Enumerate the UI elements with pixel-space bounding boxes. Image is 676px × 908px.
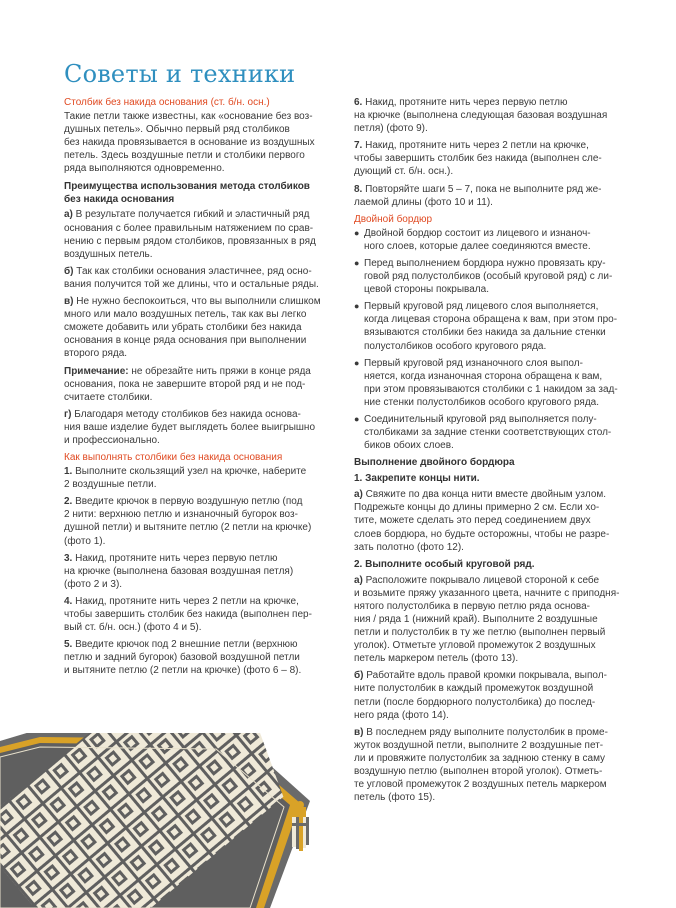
bullet-icon: ● bbox=[354, 301, 360, 312]
advantage-a bbox=[64, 208, 336, 260]
step-3 bbox=[64, 552, 336, 591]
step2-b bbox=[354, 669, 622, 721]
label-b: б) bbox=[64, 265, 74, 277]
advantages-heading: Преимущества использования метода столбиков без накида основания bbox=[64, 181, 310, 206]
step2-v bbox=[354, 726, 622, 805]
intro-paragraph: Такие петли также известны, как «основание без воз- душных петель». Обычно первый ряд столбиков без накида провязывается в основание из воздушных петель. Здесь воздушные петли и столбики первого ряда выполняются одновременно. bbox=[64, 111, 315, 175]
advantage-v bbox=[64, 295, 336, 360]
label-b: б) bbox=[354, 670, 364, 682]
right-column bbox=[354, 96, 622, 808]
step-5 bbox=[64, 638, 336, 677]
bullet-icon: ● bbox=[354, 257, 360, 268]
step-text: Повторяйте шаги 5 – 7, пока не выполните ряд же- лаемой длины (фото 10 и 11). bbox=[354, 183, 602, 208]
step-8 bbox=[354, 183, 622, 209]
note-label: Примечание: bbox=[64, 365, 129, 377]
section-heading-foundation-sc: Столбик без накида основания (ст. б/н. осн.) bbox=[64, 97, 270, 108]
step2-a bbox=[354, 574, 622, 666]
bullet-icon: ● bbox=[354, 227, 360, 238]
step-text: Выполните скользящий узел на крючке, наберите 2 воздушные петли. bbox=[64, 466, 307, 491]
bullet-text: Соединительный круговой ряд выполняется полу- столбиками за задние стенки соответствующих стол- биков обоих слоев. bbox=[364, 413, 612, 452]
label-a: а) bbox=[354, 574, 363, 586]
step-number: 7. bbox=[354, 140, 363, 152]
step-number: 5. bbox=[64, 639, 73, 651]
step2-heading: 2. Выполните особый круговой ряд. bbox=[354, 558, 535, 570]
step-number: 4. bbox=[64, 595, 73, 607]
advantage-g bbox=[64, 408, 336, 447]
step-number: 1. bbox=[64, 466, 73, 478]
execution-heading: Выполнение двойного бордюра bbox=[354, 457, 515, 469]
step-number: 8. bbox=[354, 183, 363, 195]
step-1 bbox=[64, 465, 336, 491]
text-a: В результате получается гибкий и эластичный ряд основания с более правильным натяжением по срав- нению с первым рядом столбиков, провязанных в ряд воздушных петель. bbox=[64, 209, 316, 260]
text-a: Свяжите по два конца нити вместе двойным узлом. Подрежьте концы до длины примерно 2 см. Если хо- тите, можете сделать это перед соединением двух слоев бордюра, но будьте осторожны, чтобы не разре- зать полотно (фото 12). bbox=[354, 489, 610, 553]
double-border-heading: Двойной бордюр bbox=[354, 213, 433, 225]
label-a: а) bbox=[64, 209, 73, 221]
bullet-item bbox=[354, 227, 622, 253]
step-text: Накид, протяните нить через 2 петли на крючке, чтобы завершить столбик без накида (выполнен пер- вый ст. б/н. осн.) (фото 4 и 5). bbox=[64, 595, 312, 634]
bullet-text: Первый круговой ряд изнаночного слоя выпол- няется, когда изнаночная сторона обращена к вам, при этом провязываются столбики с 1 накидом за зад- ние стенки полустолбиков особого кругового ряда. bbox=[364, 357, 618, 408]
note bbox=[64, 365, 336, 404]
blanket-illustration bbox=[0, 733, 354, 908]
bullet-text: Перед выполнением бордюра нужно провязать кру- говой ряд полустолбиков (особый круговой ряд) с ли- цевой стороны покрывала. bbox=[364, 257, 613, 296]
text-g: Благодаря методу столбиков без накида основа- ния ваше изделие будет выглядеть более выигрышно и профессионально. bbox=[64, 408, 316, 446]
step-number: 3. bbox=[64, 552, 73, 564]
step-7 bbox=[354, 139, 622, 178]
bullet-item bbox=[354, 257, 622, 296]
left-column bbox=[64, 96, 336, 681]
label-v: в) bbox=[354, 726, 364, 738]
step-4 bbox=[64, 595, 336, 634]
label-g: г) bbox=[64, 408, 72, 420]
bullet-item bbox=[354, 300, 622, 352]
label-a: а) bbox=[354, 489, 363, 501]
step-6 bbox=[354, 96, 622, 135]
step-number: 6. bbox=[354, 97, 363, 108]
step-text: Накид, протяните нить через первую петлю на крючке (выполнена следующая базовая воздушная петля) (фото 9). bbox=[354, 97, 608, 135]
bullet-icon: ● bbox=[354, 413, 360, 424]
bullet-item bbox=[354, 413, 622, 452]
text-v: В последнем ряду выполните полустолбик в проме- жуток воздушной петли, выполните 2 воздушные пет- ли и провяжите полустолбик за заднюю стенку в саму воздушную петлю (выполнен второй уголок). Отметь- те угловой промежуток 2 воздушных петель маркером петель (фото 15). bbox=[354, 726, 608, 804]
page-title: Советы и техники bbox=[64, 60, 296, 88]
label-v: в) bbox=[64, 296, 74, 308]
step-text: Введите крючок под 2 внешние петли (верхнюю петлю и задний бугорок) базовой воздушной петли и вытяните петлю (2 петли на крючке) (фото 6 – 8). bbox=[64, 639, 302, 677]
text-v: Не нужно беспокоиться, что вы выполнили слишком много или мало воздушных петель, так как вы легко сможете добавить или убрать столбики без накида основания в конце ряда основания при выполнении второго ряда. bbox=[64, 296, 321, 360]
step-text: Введите крючок в первую воздушную петлю (под 2 нити: верхнюю петлю и изнаночный бугорок воз- душной петли) и вытяните петлю (2 петли на крючке) (фото 1). bbox=[64, 496, 312, 547]
note-text: не обрезайте нить пряжи в конце ряда основания, пока не завершите второй ряд и не под- считаете столбики. bbox=[64, 365, 311, 403]
step-text: Накид, протяните нить через 2 петли на крючке, чтобы завершить столбик без накида (выполнен сле- дующий ст. б/н. осн.). bbox=[354, 140, 602, 178]
step-text: Накид, протяните нить через первую петлю на крючке (выполнена базовая воздушная петля) (фото 2 и 3). bbox=[64, 552, 294, 590]
bullet-item bbox=[354, 357, 622, 409]
bullet-icon: ● bbox=[354, 357, 360, 368]
howto-heading: Как выполнять столбики без накида основания bbox=[64, 452, 283, 464]
text-b: Так как столбики основания эластичнее, ряд осно- вания получится той же длины, что и остальные ряды. bbox=[64, 265, 319, 290]
blanket-photo bbox=[0, 733, 354, 908]
advantage-b bbox=[64, 265, 336, 291]
step-number: 2. bbox=[64, 496, 73, 508]
text-a: Расположите покрывало лицевой стороной к себе и возьмите пряжу указанного цвета, начните с приподня- нятого полустолбика в первую петлю ряда основа- ния / ряда 1 (нижний край). Выполните 2 воздушные петли и полустолбик в ту же петлю (выполнен первый уголок). Отметьте угловой промежуток 2 воздушных петель маркером петель (фото 13). bbox=[354, 574, 620, 665]
step1-heading: 1. Закрепите концы нити. bbox=[354, 473, 480, 485]
bullet-text: Двойной бордюр состоит из лицевого и изнаноч- ного слоев, которые далее соединяются вместе. bbox=[364, 227, 591, 252]
step1-a bbox=[354, 488, 622, 553]
step-2 bbox=[64, 495, 336, 547]
text-b: Работайте вдоль правой кромки покрывала, выпол- ните полустолбик в каждый промежуток воздушной петли (после бордюрного полустолбика) до послед- него ряда (фото 14). bbox=[354, 670, 607, 721]
bullet-text: Первый круговой ряд лицевого слоя выполняется, когда лицевая сторона обращена к вам, при этом про- вязываются столбики без накида за дальние стенки полустолбиков особого кругового ряда. bbox=[364, 301, 618, 352]
